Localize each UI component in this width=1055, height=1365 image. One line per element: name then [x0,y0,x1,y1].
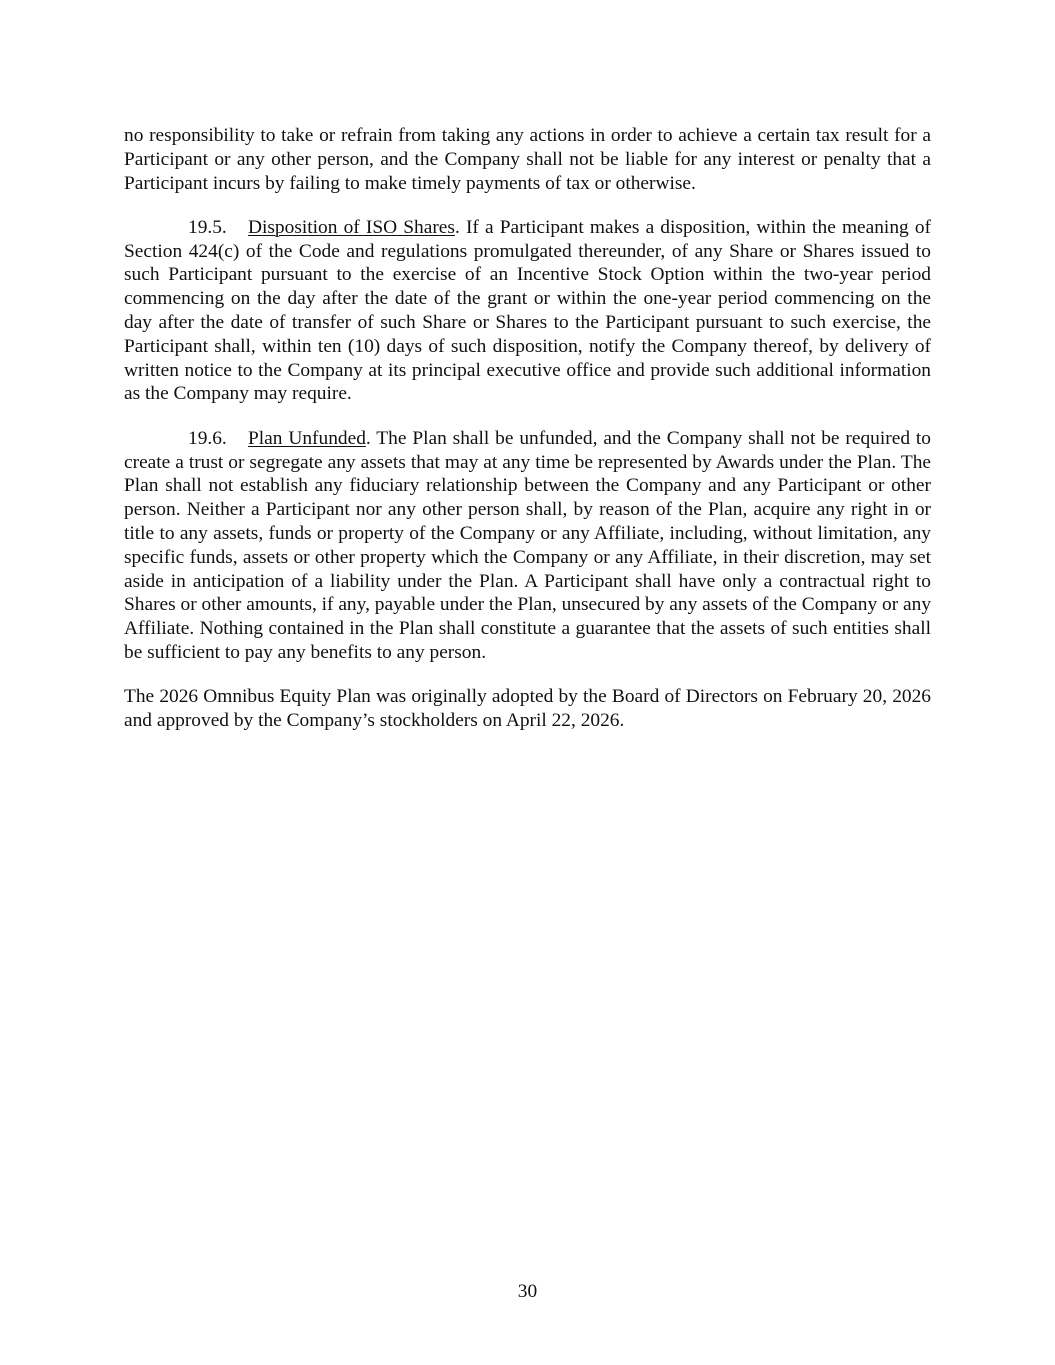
section-body: . The Plan shall be unfunded, and the Company shall not be required to create a trust or segregate any assets that may at any time be represented by Awards under the Plan. The Plan shall not establish any fiduciary relationship between the Company and any Participant or other person. Neither a Participant nor any other person shall, by reason of the Plan, acquire any right in or title to any assets, funds or property of the Company or any Affiliate, including, without limitation, any specific funds, assets or other property which the Company or any Affiliate, in their discretion, may set aside in anticipation of a liability under the Plan. A Participant shall have only a contractual right to Shares or other amounts, if any, payable under the Plan, unsecured by any assets of the Company or any Affiliate. Nothing contained in the Plan shall constitute a guarantee that the assets of such entities shall be sufficient to pay any benefits to any person. [124,427,932,663]
document-body [124,124,931,753]
page-number: 30 [517,1281,538,1302]
continuation-paragraph: no responsibility to take or refrain from taking any actions in order to achieve a certain tax result for a Participant or any other person, and the Company shall not be liable for any interest or penalty that a Participant incurs by failing to make timely payments of tax or otherwise. [124,125,931,194]
section-body: . If a Participant makes a disposition, within the meaning of Section 424(c) of the Code and regulations promulgated thereunder, of any Share or Shares issued to such Participant pursuant to the exercise of an Incentive Stock Option within the two-year period commencing on the day after the date of the grant or within the one-year period commencing on the day after the date of transfer of such Share or Shares to the Participant pursuant to such exercise, the Participant shall, within ten (10) days of such disposition, notify the Company thereof, by delivery of written notice to the Company at its principal executive office and provide such additional information as the Company may require. [124,216,932,405]
section-19-5 [124,216,931,406]
section-title: Plan Unfunded [248,427,366,449]
section-19-6 [124,427,931,665]
closing-paragraph: The 2026 Omnibus Equity Plan was originally adopted by the Board of Directors on February 20, 2026 and approved by the Company’s stockholders on April 22, 2026. [124,686,931,732]
section-number: 19.6. [188,427,227,449]
section-number: 19.5. [188,216,227,238]
section-title: Disposition of ISO Shares [248,216,455,238]
